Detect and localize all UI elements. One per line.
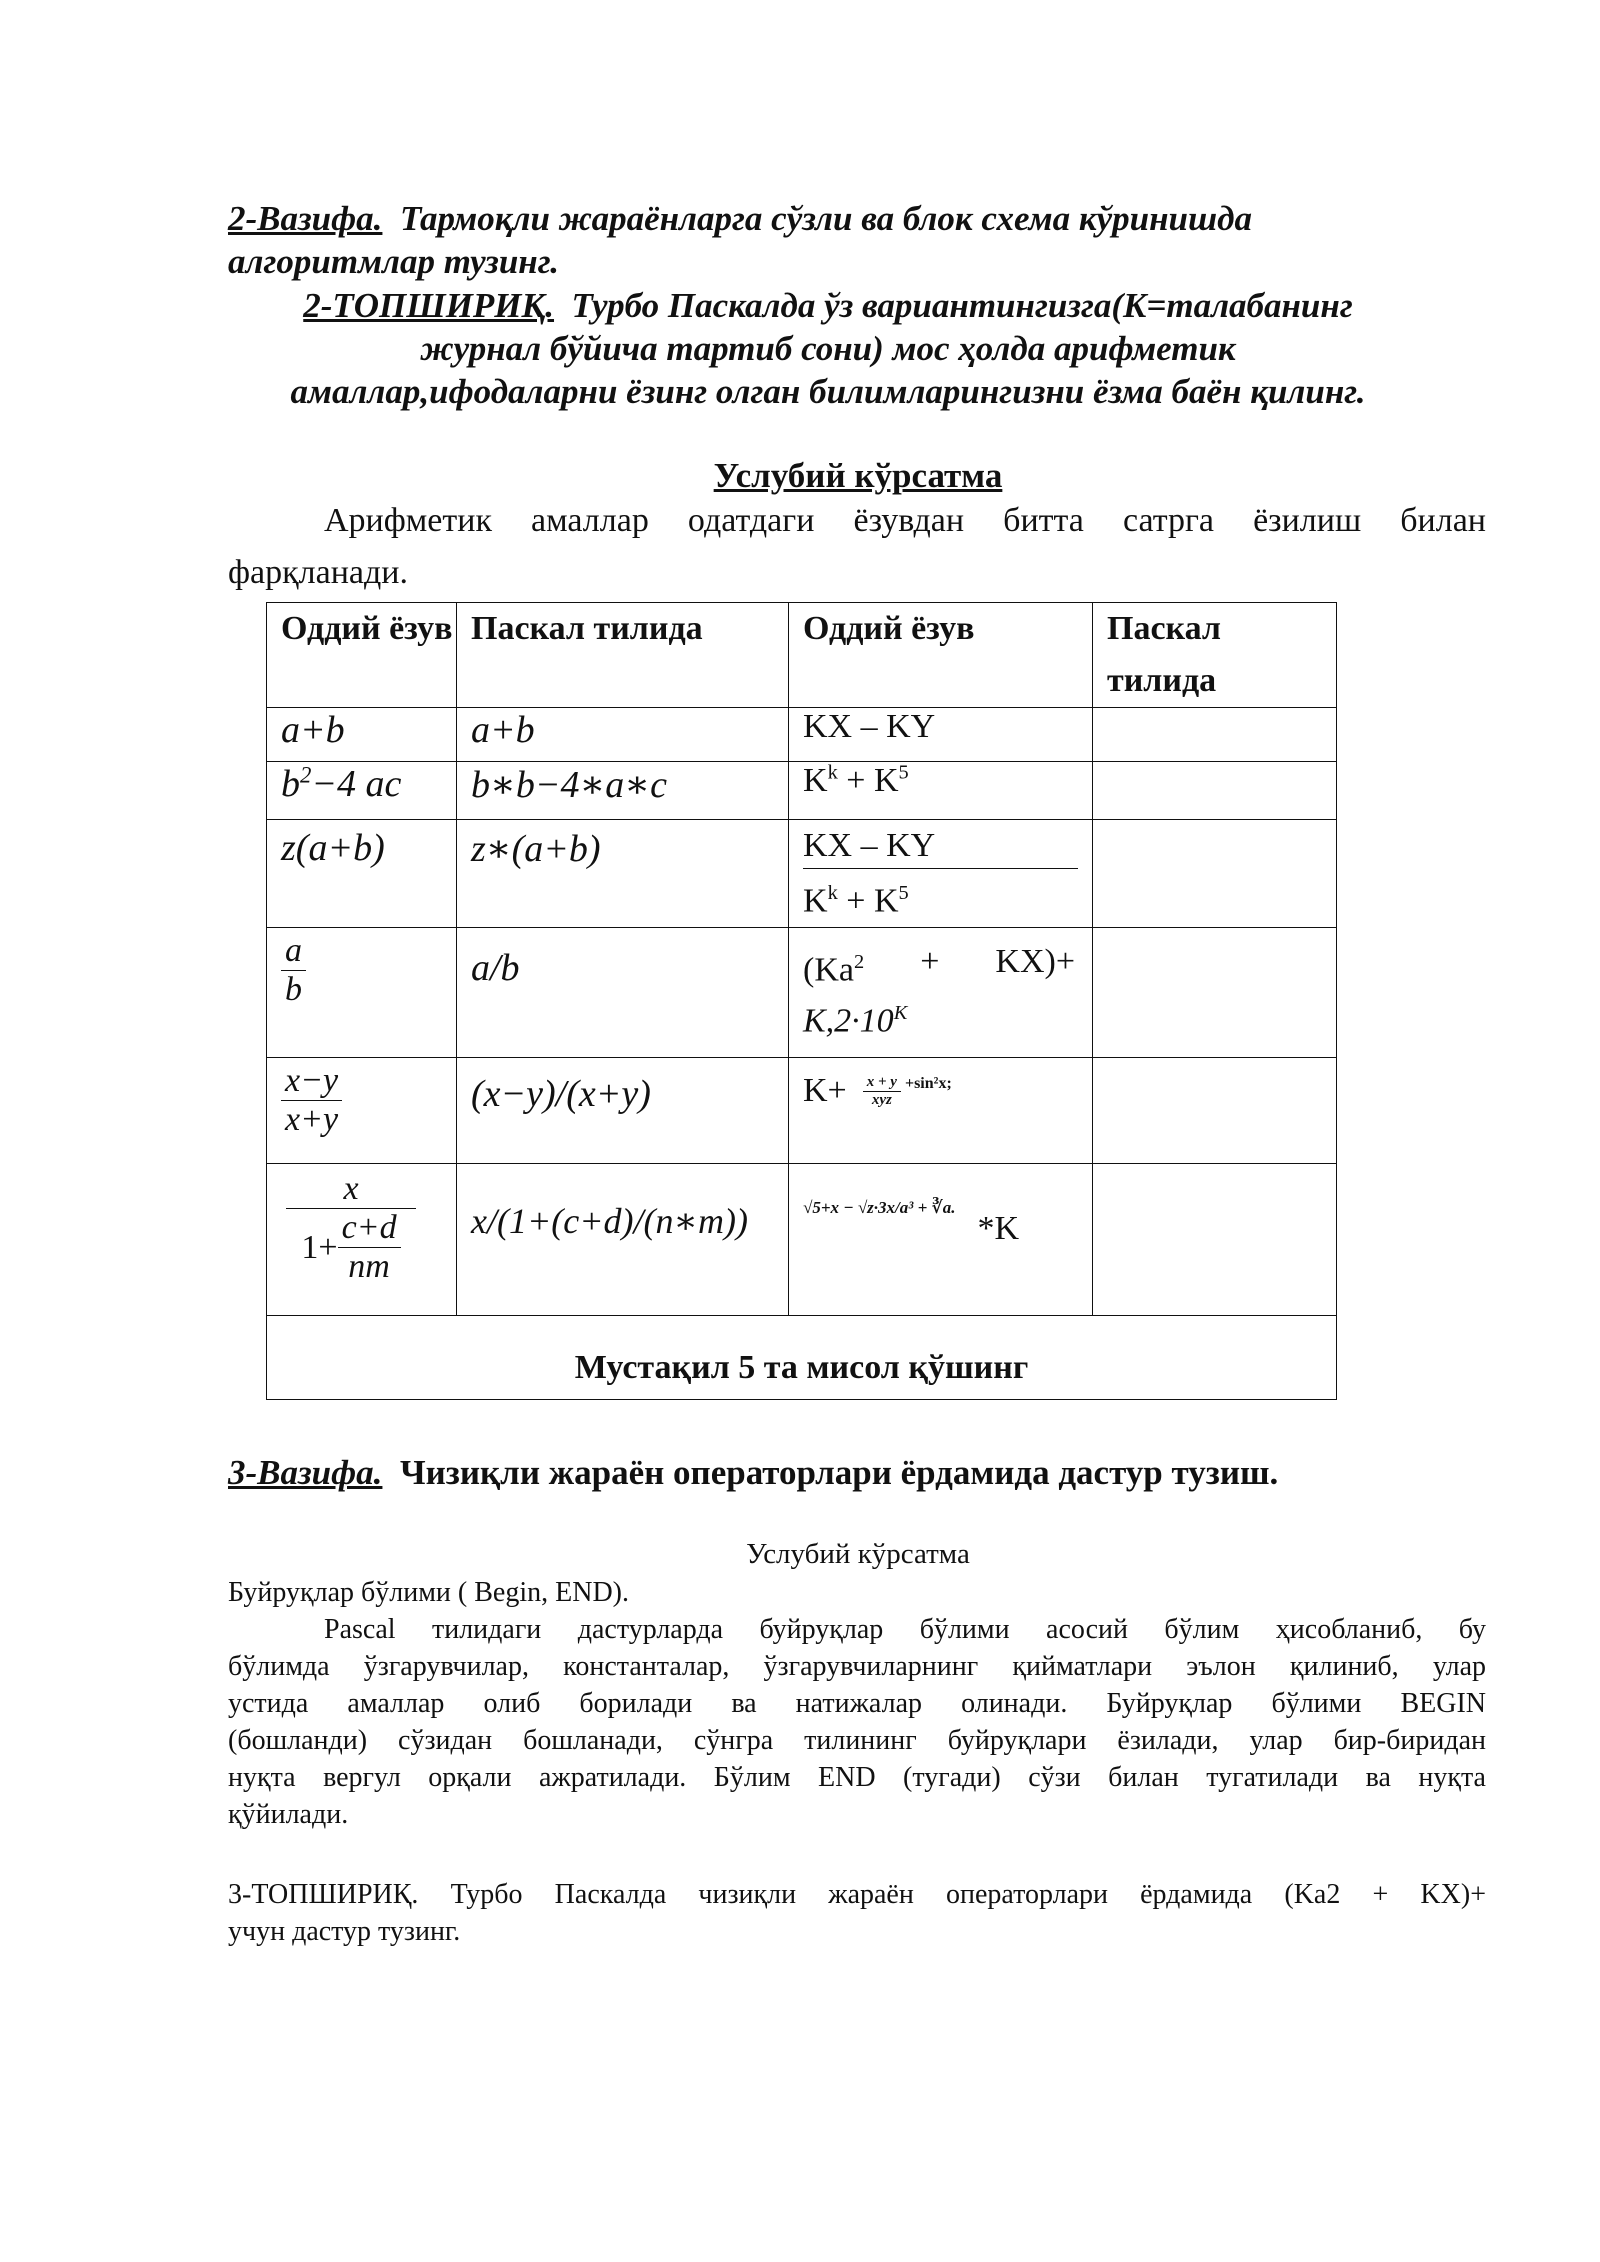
assignment2-line1: Турбо Паскалда ўз вариантингизга(K=талабанинг bbox=[571, 286, 1353, 325]
task2-text-line2: алгоритмлар тузинг. bbox=[228, 242, 559, 281]
formula-plain-2-line1: (Ka$^2$ + KX)+ bbox=[803, 943, 1075, 989]
table-cell-empty bbox=[1093, 820, 1337, 928]
task3-label: 3-Вазифа. bbox=[228, 1453, 383, 1492]
table-cell bbox=[789, 820, 1093, 928]
formula-pascal: x/(1+(c+d)/(n∗m)) bbox=[471, 1201, 748, 1241]
header-cell bbox=[1093, 603, 1337, 708]
table-row bbox=[267, 1164, 1337, 1316]
formula-plain: z(a+b) bbox=[281, 827, 385, 869]
header-pascal-2: Паскал тилида bbox=[1107, 610, 1221, 699]
assignment2-line2: журнал бўйича тартиб сони) мос ҳолда арифметик bbox=[420, 329, 1236, 368]
fraction-denominator: $K^k + K^5$ bbox=[803, 882, 909, 920]
formula-pascal: a/b bbox=[471, 947, 520, 989]
table-header-row bbox=[267, 603, 1337, 708]
formula-pascal: a+b bbox=[471, 709, 535, 751]
assignment2-line1-wrap bbox=[228, 284, 1428, 327]
formula-pascal: z∗(a+b) bbox=[471, 828, 601, 870]
formula-plain-2: K+ $\frac{x + y}{\text{xyz}}$ +sin²x; bbox=[803, 1072, 952, 1109]
formula-plain-2 bbox=[803, 1198, 1092, 1247]
header-cell bbox=[789, 603, 1093, 708]
table-cell bbox=[457, 762, 789, 820]
table-cell bbox=[267, 1164, 457, 1316]
table-cell-empty bbox=[1093, 1164, 1337, 1316]
table-cell-empty bbox=[1093, 1058, 1337, 1164]
fraction-numerator: KX – KY bbox=[803, 824, 1078, 869]
header-cell bbox=[267, 603, 457, 708]
table-cell bbox=[789, 1164, 1093, 1316]
paragraph-line2: бўлимда ўзгарувчилар, константалар, ўзгарувчиларнинг қийматлари эълон қилиниб, улар bbox=[228, 1651, 1486, 1682]
formula-plain-nested-fraction: x 1+ $\frac{c+d}{nm}$ bbox=[281, 1170, 421, 1286]
assignment3-line2: учун дастур тузинг. bbox=[228, 1916, 461, 1947]
table-cell-empty bbox=[1093, 928, 1337, 1058]
table-cell bbox=[457, 928, 789, 1058]
table-cell bbox=[789, 762, 1093, 820]
header-plain-2: Оддий ёзув bbox=[803, 610, 975, 647]
arithmetic-table bbox=[266, 602, 1337, 1400]
table-cell bbox=[267, 708, 457, 762]
table-cell bbox=[267, 928, 457, 1058]
paragraph-line1: Pascal тилидаги дастурларда буйруқлар бўлими асосий бўлим ҳисобланиб, бу bbox=[324, 1614, 1486, 1645]
intro-line1: Арифметик амаллар одатдаги ёзувдан битта сатрга ёзилиш билан bbox=[324, 502, 1486, 539]
table-cell bbox=[267, 1058, 457, 1164]
table-cell-empty bbox=[1093, 762, 1337, 820]
table-cell bbox=[457, 1164, 789, 1316]
table-cell bbox=[789, 708, 1093, 762]
guide-title: Услубий кўрсатма bbox=[713, 456, 1003, 495]
assignment2-label: 2-ТОПШИРИҚ. bbox=[303, 286, 555, 325]
paragraph-line4: (бошланди) сўзидан бошланади, сўнгра тилининг буйруқлари ёзилади, улар бир-биридан bbox=[228, 1725, 1486, 1756]
formula-plain-2-fraction bbox=[803, 824, 1078, 925]
table-row bbox=[267, 1058, 1337, 1164]
intro-line2: фарқланади. bbox=[228, 554, 408, 591]
formula-pascal: b∗b−4∗a∗c bbox=[471, 764, 667, 806]
table-cell bbox=[267, 820, 457, 928]
paragraph-line5: нуқта вергул орқали ажратилади. Бўлим END (тугади) сўзи билан тугатилади ва нуқта bbox=[228, 1762, 1486, 1793]
paragraph-line6: қўйилади. bbox=[228, 1799, 349, 1830]
formula-plain-fraction: $\frac{x-y}{x+y}$ bbox=[281, 1062, 342, 1139]
task2-heading bbox=[228, 197, 1378, 240]
paragraph-line3: устида амаллар олиб борилади ва натижалар олинади. Буйруқлар бўлими BEGIN bbox=[228, 1688, 1486, 1719]
formula-plain-2-line2: $K,2\cdot 10^K$ bbox=[803, 1002, 908, 1040]
table-cell bbox=[457, 1058, 789, 1164]
task2-label: 2-Вазифа. bbox=[228, 199, 383, 238]
table-row bbox=[267, 820, 1337, 928]
table-cell bbox=[457, 820, 789, 928]
formula-plain-2: $K^k + K^5$ bbox=[803, 762, 909, 800]
table-cell bbox=[789, 928, 1093, 1058]
table-row bbox=[267, 762, 1337, 820]
task3-heading bbox=[228, 1451, 1478, 1494]
table-cell bbox=[789, 1058, 1093, 1164]
header-cell bbox=[457, 603, 789, 708]
header-pascal-1: Паскал тилида bbox=[471, 610, 703, 647]
table-row bbox=[267, 708, 1337, 762]
formula-plain: $b^2-4$ ac bbox=[281, 762, 402, 805]
table-cell-empty bbox=[1093, 708, 1337, 762]
guide-title-2: Услубий кўрсатма bbox=[746, 1538, 970, 1570]
table-footer bbox=[267, 1316, 1337, 1400]
table-footer-text: Мустақил 5 та мисол қўшинг bbox=[574, 1349, 1029, 1386]
assignment3-line1: 3-ТОПШИРИҚ. Турбо Паскалда чизиқли жараён операторлари ёрдамида (Ka2 + KX)+ bbox=[228, 1879, 1486, 1910]
times-k: *K bbox=[977, 1210, 1020, 1247]
formula-plain-fraction: $\frac{a}{b}$ bbox=[281, 932, 306, 1009]
task3-text: Чизиқли жараён операторлари ёрдамида дастур тузиш. bbox=[399, 1453, 1279, 1492]
assignment2-line3: амаллар,ифодаларни ёзинг олган билимларингизни ёзма баён қилинг. bbox=[290, 372, 1366, 411]
small-fraction: $\frac{x + y}{\text{xyz}}$ bbox=[863, 1074, 901, 1109]
header-plain-1: Оддий ёзув bbox=[281, 610, 453, 647]
table-row bbox=[267, 928, 1337, 1058]
radical-expression: √5+x − √z·3x/a³ + ∛a. bbox=[803, 1198, 956, 1217]
table-footer-row bbox=[267, 1316, 1337, 1400]
commands-heading: Буйруқлар бўлими ( Begin, END). bbox=[228, 1577, 629, 1608]
table-cell bbox=[457, 708, 789, 762]
small-tail: +sin²x; bbox=[904, 1075, 952, 1092]
formula-plain-2: KX – KY bbox=[803, 708, 936, 745]
task2-text-line1: Тармоқли жараёнларга сўзли ва блок схема кўринишда bbox=[399, 199, 1253, 238]
formula-pascal: (x−y)/(x+y) bbox=[471, 1073, 651, 1115]
formula-plain: a+b bbox=[281, 709, 345, 751]
table-cell bbox=[267, 762, 457, 820]
